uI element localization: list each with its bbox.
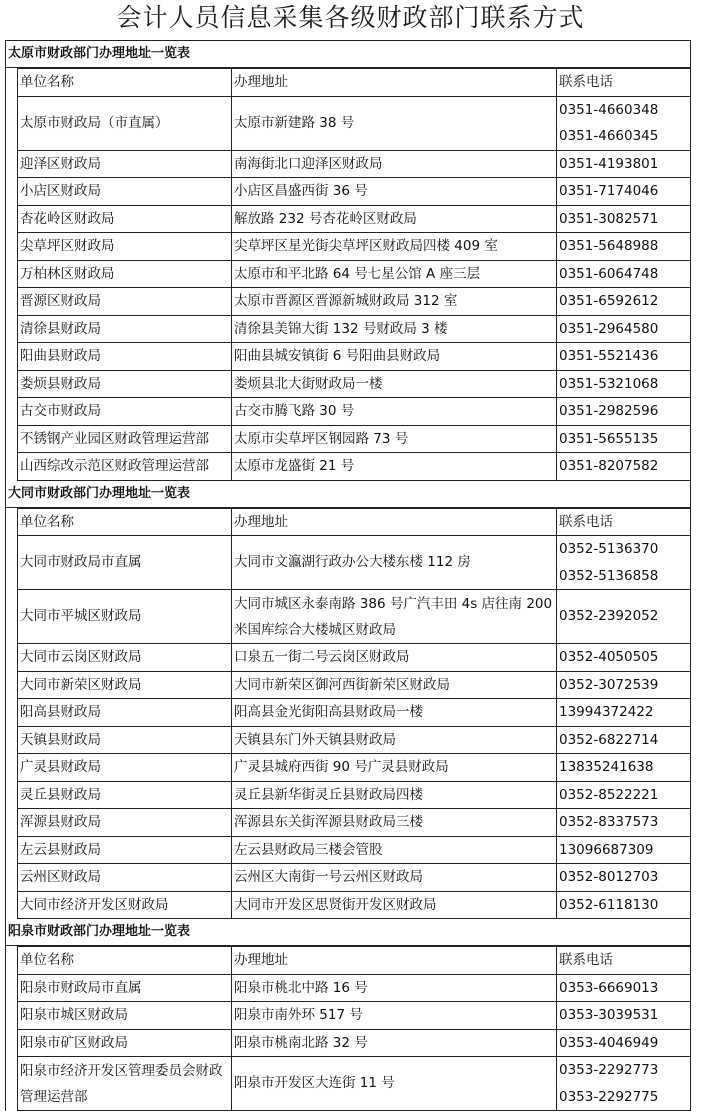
phone-number: 0351-5648988 [559, 238, 659, 254]
unit-name-cell: 小店区财政局 [18, 178, 232, 206]
address-cell: 阳高县金光街阳高县财政局一楼 [232, 699, 557, 727]
table-row [18, 891, 691, 919]
address-cell: 阳泉市南外环 517 号 [232, 1002, 557, 1030]
phone-cell [557, 96, 691, 150]
phone-cell [557, 1057, 691, 1111]
table-row [18, 288, 691, 316]
table-row [18, 864, 691, 892]
table-row [18, 1002, 691, 1030]
section-title: 阳泉市财政部门办理地址一览表 [6, 919, 690, 946]
unit-name-cell: 大同市财政局市直属 [18, 536, 232, 590]
phone-number: 0351-4660345 [559, 128, 659, 144]
unit-name-cell: 晋源区财政局 [18, 288, 232, 316]
unit-name-cell: 大同市云岗区财政局 [18, 644, 232, 672]
column-header-address: 办理地址 [232, 947, 557, 975]
address-cell: 大同市城区永泰南路 386 号广汽丰田 4s 店往南 200 米国库综合大楼城区财政局 [232, 590, 557, 644]
phone-number: 0351-5521436 [559, 348, 659, 364]
address-cell: 太原市和平北路 64 号七星公馆 A 座三层 [232, 260, 557, 288]
phone-number: 0352-6118130 [559, 896, 659, 913]
address-cell: 太原市龙盛街 21 号 [232, 453, 557, 481]
phone-number: 0351-5655135 [559, 430, 659, 447]
unit-name-cell: 浑源县财政局 [18, 809, 232, 837]
unit-name-cell: 大同市经济开发区财政局 [18, 891, 232, 919]
address-cell: 太原市新建路 38 号 [232, 96, 557, 150]
phone-cell [557, 425, 691, 453]
phone-number: 0352-5136858 [559, 567, 659, 584]
address-cell: 阳泉市桃南北路 32 号 [232, 1029, 557, 1057]
unit-name-cell: 太原市财政局（市直属） [18, 96, 232, 150]
table-row [18, 671, 691, 699]
table-row [18, 974, 691, 1002]
unit-name-cell: 不锈钢产业园区财政管理运营部 [18, 425, 232, 453]
phone-number: 13994372422 [559, 704, 654, 720]
phone-cell [557, 205, 691, 233]
unit-name-cell: 广灵县财政局 [18, 754, 232, 782]
unit-name-cell: 娄烦县财政局 [18, 370, 232, 398]
address-cell: 小店区昌盛西街 36 号 [232, 178, 557, 206]
phone-number: 0351-2964580 [559, 320, 659, 337]
phone-number: 0351-5321068 [559, 375, 659, 392]
phone-cell [557, 726, 691, 754]
table-row [18, 370, 691, 398]
table-row [18, 754, 691, 782]
unit-name-cell: 阳泉市矿区财政局 [18, 1029, 232, 1057]
phone-number: 0352-5136370 [559, 541, 659, 557]
unit-name-cell: 杏花岭区财政局 [18, 205, 232, 233]
address-cell: 阳曲县城安镇街 6 号阳曲县财政局 [232, 343, 557, 371]
unit-name-cell: 左云县财政局 [18, 836, 232, 864]
column-header-phone: 联系电话 [557, 69, 691, 97]
phone-cell [557, 699, 691, 727]
address-cell: 尖草坪区星光街尖草坪区财政局四楼 409 室 [232, 233, 557, 261]
unit-name-cell: 灵丘县财政局 [18, 781, 232, 809]
unit-name-cell: 阳曲县财政局 [18, 343, 232, 371]
phone-cell [557, 315, 691, 343]
table-row [18, 398, 691, 426]
address-cell: 阳泉市桃北中路 16 号 [232, 974, 557, 1002]
phone-number: 0352-6822714 [559, 731, 659, 748]
address-cell: 解放路 232 号杏花岭区财政局 [232, 205, 557, 233]
unit-name-cell: 阳泉市城区财政局 [18, 1002, 232, 1030]
unit-name-cell: 山西综改示范区财政管理运营部 [18, 453, 232, 481]
table-row [18, 726, 691, 754]
phone-number: 0353-3039531 [559, 1007, 659, 1023]
contact-table [17, 946, 691, 1111]
address-cell: 大同市文瀛湖行政办公大楼东楼 112 房 [232, 536, 557, 590]
table-row [18, 699, 691, 727]
phone-cell [557, 974, 691, 1002]
address-cell: 娄烦县北大街财政局一楼 [232, 370, 557, 398]
phone-cell [557, 260, 691, 288]
column-header-unit: 单位名称 [18, 69, 232, 97]
phone-cell [557, 781, 691, 809]
phone-cell [557, 864, 691, 892]
address-cell: 大同市新荣区御河西街新荣区财政局 [232, 671, 557, 699]
address-cell: 太原市晋源区晋源新城财政局 312 室 [232, 288, 557, 316]
address-cell: 太原市尖草坪区钢园路 73 号 [232, 425, 557, 453]
table-row [18, 233, 691, 261]
unit-name-cell: 迎泽区财政局 [18, 150, 232, 178]
phone-number: 0351-2982596 [559, 403, 659, 419]
table-row [18, 781, 691, 809]
column-header-address: 办理地址 [232, 508, 557, 536]
phone-cell [557, 233, 691, 261]
phone-number: 0352-8012703 [559, 869, 659, 885]
table-row [18, 453, 691, 481]
address-cell: 云州区大南街一号云州区财政局 [232, 864, 557, 892]
table-row [18, 150, 691, 178]
table-row [18, 1029, 691, 1057]
phone-cell [557, 1029, 691, 1057]
table-header-row [18, 947, 691, 975]
table-row [18, 536, 691, 590]
address-cell: 浑源县东关街浑源县财政局三楼 [232, 809, 557, 837]
phone-number: 0352-8522221 [559, 786, 659, 803]
phone-number: 0352-4050505 [559, 649, 659, 665]
phone-number: 0353-4046949 [559, 1034, 659, 1051]
unit-name-cell: 大同市新荣区财政局 [18, 671, 232, 699]
phone-cell [557, 644, 691, 672]
phone-number: 0352-2392052 [559, 608, 659, 625]
column-header-unit: 单位名称 [18, 947, 232, 975]
address-cell: 南海街北口迎泽区财政局 [232, 150, 557, 178]
address-cell: 大同市开发区思贤街开发区财政局 [232, 891, 557, 919]
phone-number: 0352-8337573 [559, 814, 659, 830]
phone-cell [557, 370, 691, 398]
unit-name-cell: 万柏林区财政局 [18, 260, 232, 288]
phone-number: 0351-7174046 [559, 183, 659, 199]
phone-number: 0351-6064748 [559, 265, 659, 282]
phone-number: 0351-4660348 [559, 101, 659, 118]
address-cell: 阳泉市开发区大连街 11 号 [232, 1057, 557, 1111]
section-title: 太原市财政部门办理地址一览表 [6, 41, 690, 68]
phone-number: 13096687309 [559, 841, 654, 858]
table-row [18, 96, 691, 150]
phone-cell [557, 590, 691, 644]
unit-name-cell: 清徐县财政局 [18, 315, 232, 343]
table-row [18, 836, 691, 864]
unit-name-cell: 阳泉市经济开发区管理委员会财政管理运营部 [18, 1057, 232, 1111]
phone-cell [557, 536, 691, 590]
phone-number: 0352-3072539 [559, 676, 659, 693]
phone-cell [557, 343, 691, 371]
phone-cell [557, 398, 691, 426]
phone-number: 0351-8207582 [559, 458, 659, 474]
phone-number: 0353-2292775 [559, 1088, 659, 1105]
phone-cell [557, 809, 691, 837]
address-cell: 左云县财政局三楼会管股 [232, 836, 557, 864]
column-header-phone: 联系电话 [557, 947, 691, 975]
table-row [18, 425, 691, 453]
phone-cell [557, 178, 691, 206]
phone-cell [557, 1002, 691, 1030]
address-cell: 天镇县东门外天镇县财政局 [232, 726, 557, 754]
table-header-row [18, 508, 691, 536]
phone-cell [557, 671, 691, 699]
phone-number: 0353-6669013 [559, 979, 659, 996]
address-cell: 清徐县美锦大街 132 号财政局 3 楼 [232, 315, 557, 343]
address-cell: 古交市腾飞路 30 号 [232, 398, 557, 426]
column-header-phone: 联系电话 [557, 508, 691, 536]
table-row [18, 343, 691, 371]
unit-name-cell: 大同市平城区财政局 [18, 590, 232, 644]
unit-name-cell: 尖草坪区财政局 [18, 233, 232, 261]
table-header-row [18, 69, 691, 97]
table-row [18, 260, 691, 288]
phone-number: 0351-3082571 [559, 210, 659, 227]
phone-number: 0353-2292773 [559, 1062, 659, 1078]
unit-name-cell: 阳高县财政局 [18, 699, 232, 727]
section-title: 大同市财政部门办理地址一览表 [6, 481, 690, 508]
page-title: 会计人员信息采集各级财政部门联系方式 [116, 3, 585, 32]
contact-table [17, 68, 691, 481]
phone-cell [557, 836, 691, 864]
unit-name-cell: 古交市财政局 [18, 398, 232, 426]
address-cell: 口泉五一街二号云岗区财政局 [232, 644, 557, 672]
table-row [18, 205, 691, 233]
unit-name-cell: 云州区财政局 [18, 864, 232, 892]
phone-number: 0351-4193801 [559, 155, 659, 172]
address-cell: 广灵县城府西街 90 号广灵县财政局 [232, 754, 557, 782]
phone-cell [557, 453, 691, 481]
table-row [18, 809, 691, 837]
address-cell: 灵丘县新华街灵丘县财政局四楼 [232, 781, 557, 809]
phone-cell [557, 150, 691, 178]
contact-table [17, 508, 691, 920]
table-row [18, 178, 691, 206]
column-header-unit: 单位名称 [18, 508, 232, 536]
phone-cell [557, 288, 691, 316]
contact-sheet [5, 40, 691, 1111]
table-row [18, 315, 691, 343]
unit-name-cell: 阳泉市财政局市直属 [18, 974, 232, 1002]
phone-number: 13835241638 [559, 759, 654, 775]
table-row [18, 590, 691, 644]
phone-number: 0351-6592612 [559, 293, 659, 309]
table-row [18, 644, 691, 672]
phone-cell [557, 754, 691, 782]
column-header-address: 办理地址 [232, 69, 557, 97]
unit-name-cell: 天镇县财政局 [18, 726, 232, 754]
phone-cell [557, 891, 691, 919]
table-row [18, 1057, 691, 1111]
